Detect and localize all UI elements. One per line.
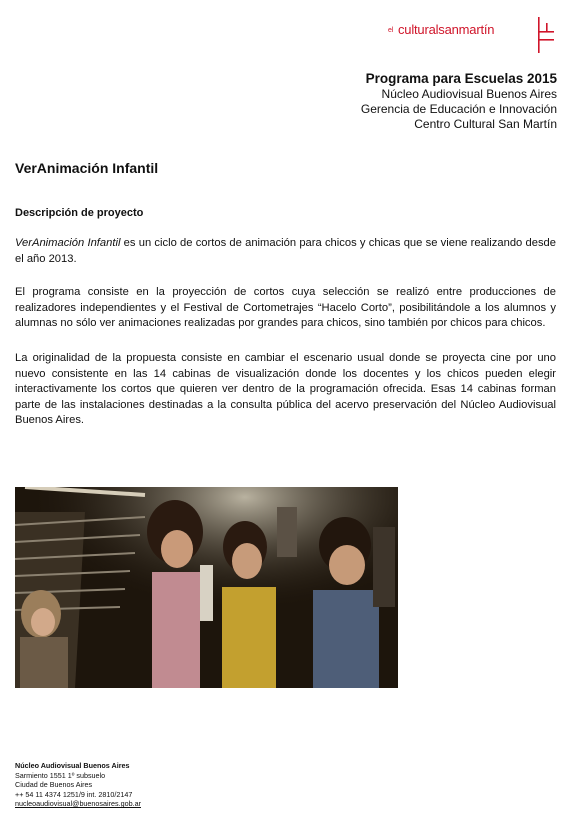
header-line-2: Gerencia de Educación e Innovación	[360, 102, 557, 116]
logo-mark-icon	[534, 17, 556, 53]
header-line-3: Centro Cultural San Martín	[414, 117, 557, 131]
section-heading: Descripción de proyecto	[15, 207, 144, 219]
program-title: Programa para Escuelas 2015	[365, 71, 557, 86]
photo-illustration	[15, 487, 398, 688]
children-photo	[15, 487, 398, 688]
footer-org-name: Núcleo Audiovisual Buenos Aires	[15, 761, 130, 770]
document-header	[361, 70, 557, 132]
logo-prefix: el	[388, 27, 394, 34]
header-line-1: Núcleo Audiovisual Buenos Aires	[381, 87, 557, 101]
paragraph-1	[15, 236, 556, 267]
paragraph-3: La originalidad de la propuesta consiste en cambiar el escenario usual donde se proyecta cine por uno nuevo consistente en las 14 cabinas de visualización donde los docentes y los chicos pueden elegir interactivamente los cortos que quieren ver dentro de la programación ofrecida. Esas 14 cabinas forman parte de las instalaciones destinadas a la consulta pública del acervo preservación del Núcleo Audiovisual Buenos Aires.	[15, 352, 556, 426]
paragraph-1-text: es un ciclo de cortos de animación para chicos y chicas que se viene realizando desde el año 2013.	[15, 237, 556, 265]
footer-phone: ++ 54 11 4374 1251/9 int. 2810/2147	[15, 789, 133, 799]
logo-name: culturalsanmartín	[398, 22, 495, 37]
page-title: VerAnimación Infantil	[15, 160, 159, 176]
footer	[15, 761, 141, 809]
footer-email-link[interactable]: nucleoaudiovisual@buenosaires.gob.ar	[15, 799, 141, 809]
footer-address: Sarmiento 1551 1º subsuelo	[15, 770, 106, 780]
logo	[388, 17, 558, 53]
footer-city: Ciudad de Buenos Aires	[15, 780, 93, 790]
paragraph-1-italic: VerAnimación Infantil	[15, 237, 121, 249]
paragraph-2: El programa consiste en la proyección de cortos cuya selección se realizó entre producciones de realizadores independientes y el Festival de Cortometrajes “Hacelo Corto”, posibilitándole a los alumnos y alumnas no sólo ver animaciones realizadas por grandes para chicos, sino también por chicos para chicos.	[15, 286, 556, 329]
